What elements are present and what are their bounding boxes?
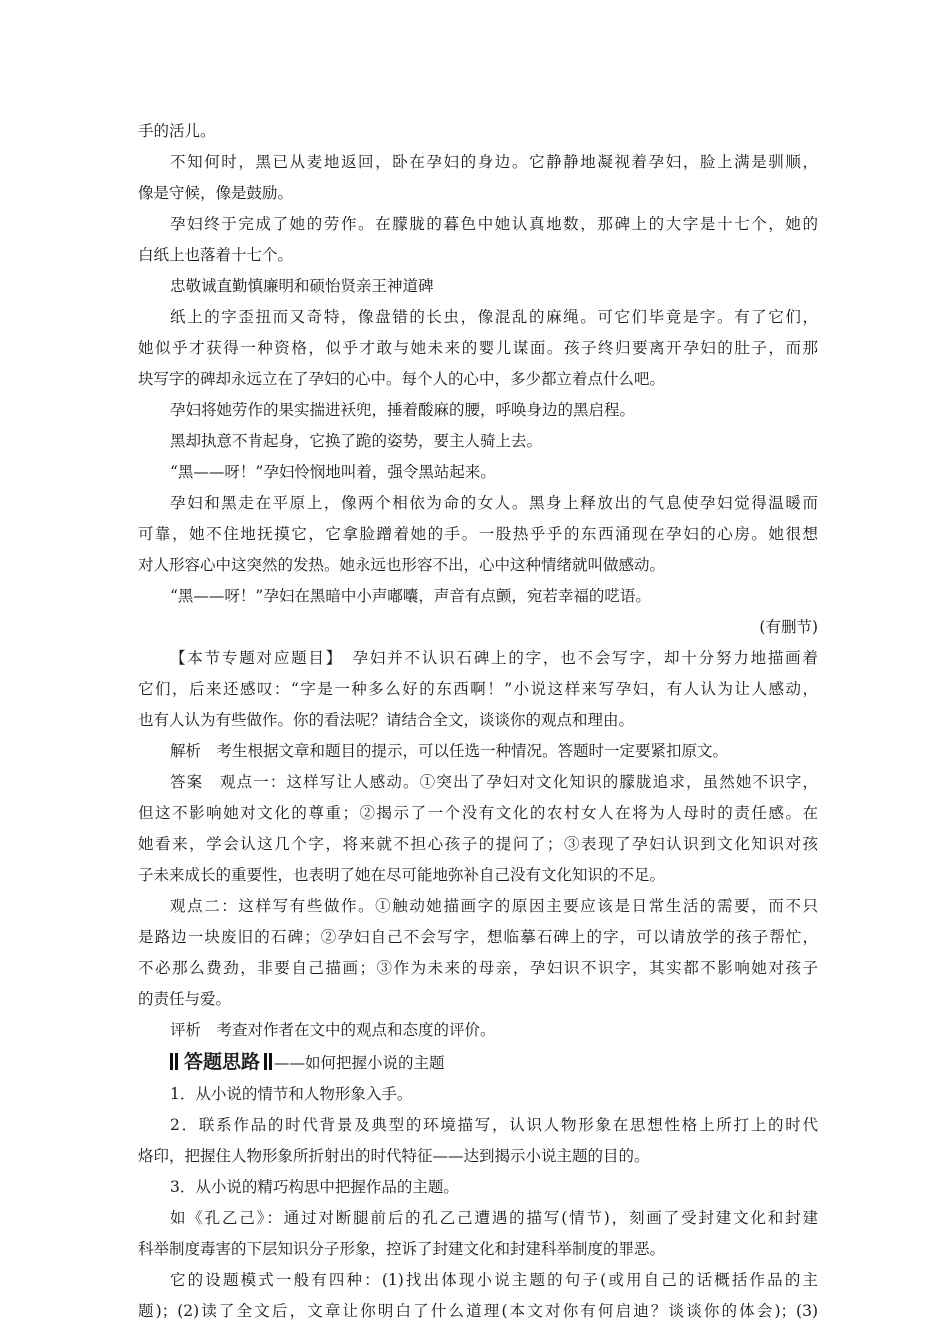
text-line: 题)；(2)读了全文后，文章让你明白了什么道理(本文对你有何启迪？谈谈你的体会)；(3)	[138, 1302, 818, 1320]
comment-line: 评析 考查对作者在文中的观点和态度的评价。	[170, 1021, 496, 1039]
text-line: 对人形容心中这突然的发热。她永远也形容不出，心中这种情绪就叫做感动。	[138, 556, 666, 574]
header-bar-left	[170, 1053, 173, 1070]
text-line: 纸上的字歪扭而又奇特，像盘错的长虫，像混乱的麻绳。可它们毕竟是字。有了它们，	[170, 308, 818, 326]
answer-line: 她看来，学会认这几个字，将来就不担心孩子的提问了；③表现了孕妇认识到文化知识对孩	[138, 835, 818, 853]
answer-line: 是路边一块废旧的石碑；②孕妇自己不会写字，想临摹石碑上的字，可以请放学的孩子帮忙，	[138, 928, 818, 946]
text-line: 黑却执意不肯起身，它换了跪的姿势，要主人骑上去。	[170, 432, 543, 450]
text-line: 如《孔乙己》：通过对断腿前后的孔乙己遭遇的描写(情节)，刻画了受封建文化和封建	[170, 1209, 818, 1227]
answer-line: 观点二：这样写有些做作。①触动她描画字的原因主要应该是日常生活的需要，而不只	[170, 897, 818, 915]
abridged-note: (有删节)	[759, 618, 818, 636]
analysis-line: 解析 考生根据文章和题目的提示，可以任选一种情况。答题时一定要紧扣原文。	[170, 742, 729, 760]
answer-line: 答案 观点一：这样写让人感动。①突出了孕妇对文化知识的朦胧追求，虽然她不识字，	[170, 773, 818, 791]
header-bar-left	[175, 1053, 178, 1070]
answer-line: 的责任与爱。	[138, 990, 232, 1008]
question-line: 也有人认为有些做作。你的看法呢？请结合全文，谈谈你的观点和理由。	[138, 711, 635, 729]
answer-line: 子未来成长的重要性，也表明了她在尽可能地弥补自己没有文化知识的不足。	[138, 866, 666, 884]
section-title: 答题思路	[184, 1051, 261, 1073]
text-line: “黑——呀！”孕妇在黑暗中小声嘟囔，声音有点颤，宛若幸福的呓语。	[170, 587, 651, 605]
text-line: 不知何时，黑已从麦地返回，卧在孕妇的身边。它静静地凝视着孕妇，脸上满是驯顺，	[170, 153, 818, 171]
question-line: 【本节专题对应题目】 孕妇并不认识石碑上的字，也不会写字，却十分努力地描画着	[170, 649, 818, 667]
text-line: 3．从小说的精巧构思中把握作品的主题。	[170, 1178, 459, 1196]
section-header	[170, 1048, 445, 1076]
text-line: 可靠，她不住地抚摸它，它拿脸蹭着她的手。一股热乎乎的东西涌现在孕妇的心房。她很想	[138, 525, 818, 543]
text-line: 孕妇将她劳作的果实揣进袄兜，捶着酸麻的腰，呼唤身边的黑启程。	[170, 401, 636, 419]
text-line: 手的活儿。	[138, 122, 216, 140]
text-line: 孕妇和黑走在平原上，像两个相依为命的女人。黑身上释放出的气息使孕妇觉得温暖而	[170, 494, 818, 512]
text-line: 1．从小说的情节和人物形象入手。	[170, 1085, 413, 1103]
header-bar-right	[269, 1053, 272, 1070]
text-line: “黑——呀！”孕妇怜悯地叫着，强令黑站起来。	[170, 463, 496, 481]
stele-inscription: 忠敬诚直勤慎廉明和硕怡贤亲王神道碑	[170, 277, 434, 295]
text-line: 孕妇终于完成了她的劳作。在朦胧的暮色中她认真地数，那碑上的大字是十七个，她的	[170, 215, 818, 233]
question-line: 它们，后来还感叹：“字是一种多么好的东西啊！”小说这样来写孕妇，有人认为让人感动，	[138, 680, 818, 698]
header-bar-right	[264, 1053, 267, 1070]
section-subtitle: ——如何把握小说的主题	[274, 1054, 445, 1072]
text-line: 像是守候，像是鼓励。	[138, 184, 294, 202]
answer-line: 但这不影响她对文化的尊重；②揭示了一个没有文化的农村女人在将为人母时的责任感。在	[138, 804, 818, 822]
answer-line: 不必那么费劲，非要自己描画；③作为未来的母亲，孕妇识不识字，其实都不影响她对孩子	[138, 959, 818, 977]
text-line: 她似乎才获得一种资格，似乎才敢与她未来的婴儿谋面。孩子终归要离开孕妇的肚子，而那	[138, 339, 818, 357]
text-line: 科举制度毒害的下层知识分子形象，控诉了封建文化和封建科举制度的罪恶。	[138, 1240, 666, 1258]
text-line: 2．联系作品的时代背景及典型的环境描写，认识人物形象在思想性格上所打上的时代	[170, 1116, 818, 1134]
text-line: 烙印，把握住人物形象所折射出的时代特征——达到揭示小说主题的目的。	[138, 1147, 650, 1165]
text-line: 它的设题模式一般有四种：(1)找出体现小说主题的句子(或用自己的话概括作品的主	[170, 1271, 818, 1289]
text-line: 块写字的碑却永远立在了孕妇的心中。每个人的心中，多少都立着点什么吧。	[138, 370, 666, 388]
text-line: 白纸上也落着十七个。	[138, 246, 294, 264]
